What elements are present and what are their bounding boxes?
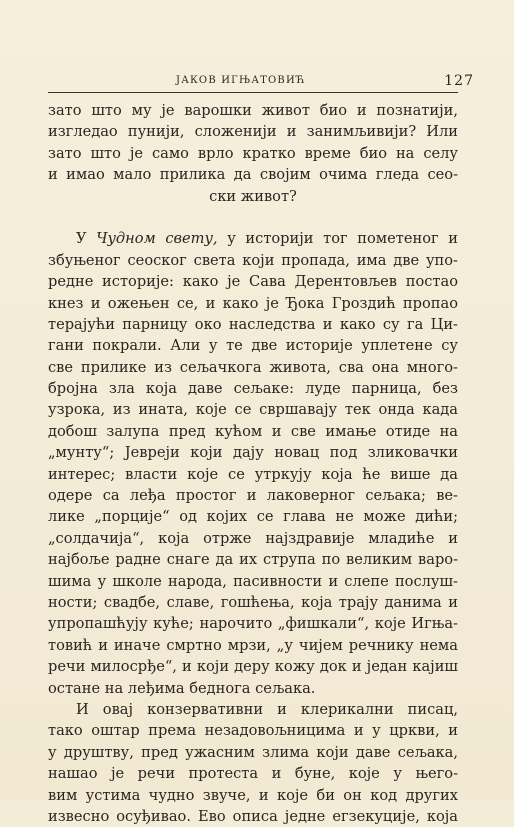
- text-line: гани покрали. Али у те две историје уплетене су: [48, 337, 458, 355]
- page-number: 127: [444, 73, 474, 89]
- text-line: речи милосрђе“, и који деру кожу док и један кајиш: [48, 658, 458, 676]
- text-line: упропашћују куће; нарочито „фишкали“, које Игња-: [48, 615, 458, 633]
- text-line: интерес; власти које се утркују која ће више да: [48, 465, 458, 483]
- text-line: ности; свадбе, славе, гошћења, која трају данима и: [48, 593, 458, 611]
- body-text: [48, 100, 458, 827]
- text-line: „солдачија“, која отрже најздравије младиће и: [48, 529, 458, 547]
- text-line: кнез и ожењен се, и како је Ђока Гроздић пропао: [48, 294, 458, 312]
- text-line: ски живот?: [209, 187, 297, 205]
- text-line: и имао мало прилика да својим очима гледа сео-: [48, 166, 458, 184]
- text-line: све прилике из сељачкога живота, сва она много-: [48, 358, 458, 376]
- text-line: нашао је речи протеста и буне, које у њего-: [48, 765, 458, 783]
- text-line: извесно осуђивао. Ево описа једне егзекуције, која: [48, 807, 458, 825]
- text-line: зато што му је варошки живот био и познатији,: [48, 102, 458, 119]
- text-line: тако оштар према незадовољницима и у цркви, и: [48, 722, 458, 740]
- text-line: товић и иначе смртно мрзи, „у чијем речнику нема: [48, 636, 458, 654]
- text-line: најбоље радне снаге да их струпа по великим варо-: [48, 551, 458, 569]
- page-header: [40, 73, 474, 91]
- text-line: вим устима чудно звуче, и које би он код других: [48, 786, 458, 804]
- text-line: [48, 207, 458, 228]
- text-line: терајући парницу око наследства и како су га Ци-: [48, 315, 458, 333]
- text-line: остане на леђима беднога сељака.: [48, 679, 316, 697]
- text-line: бројна зла која даве сељаке: луде парница, без: [48, 380, 458, 398]
- text-line: лике „порције“ од којих се глава не може дићи;: [48, 508, 458, 526]
- text-line: „мунту“; Јевреји који дају новац под зликовачки: [48, 444, 458, 462]
- text-line: у друштву, пред ужасним злима који даве сељака,: [48, 743, 458, 761]
- text-line: изгледао пунији, сложенији и занимљивији? Или: [48, 123, 458, 141]
- text-line: одере са леђа простог и лаковерног сељака; ве-: [48, 487, 458, 505]
- text-line: У Чудном свету, у историји тог пометеног и: [76, 230, 458, 248]
- text-line: зато што је само врло кратко време био на селу: [48, 144, 458, 162]
- text-line: збуњеног сеоског света који пропада, има две упо-: [48, 251, 458, 269]
- text-line: добош залупа пред кућом и све имање отиде на: [48, 422, 458, 440]
- text-line: шима у школе народа, пасивности и слепе послуш-: [48, 572, 458, 590]
- text-line: И овај конзервативни и клерикални писац,: [76, 700, 458, 718]
- text-line: узрока, из ината, које се свршавају тек онда када: [48, 401, 458, 419]
- running-head: ЈАКОВ ИГЊАТОВИЋ: [176, 75, 306, 86]
- header-rule: [48, 92, 458, 93]
- text-line: редне историје: како је Сава Дерентовљев постао: [48, 273, 458, 291]
